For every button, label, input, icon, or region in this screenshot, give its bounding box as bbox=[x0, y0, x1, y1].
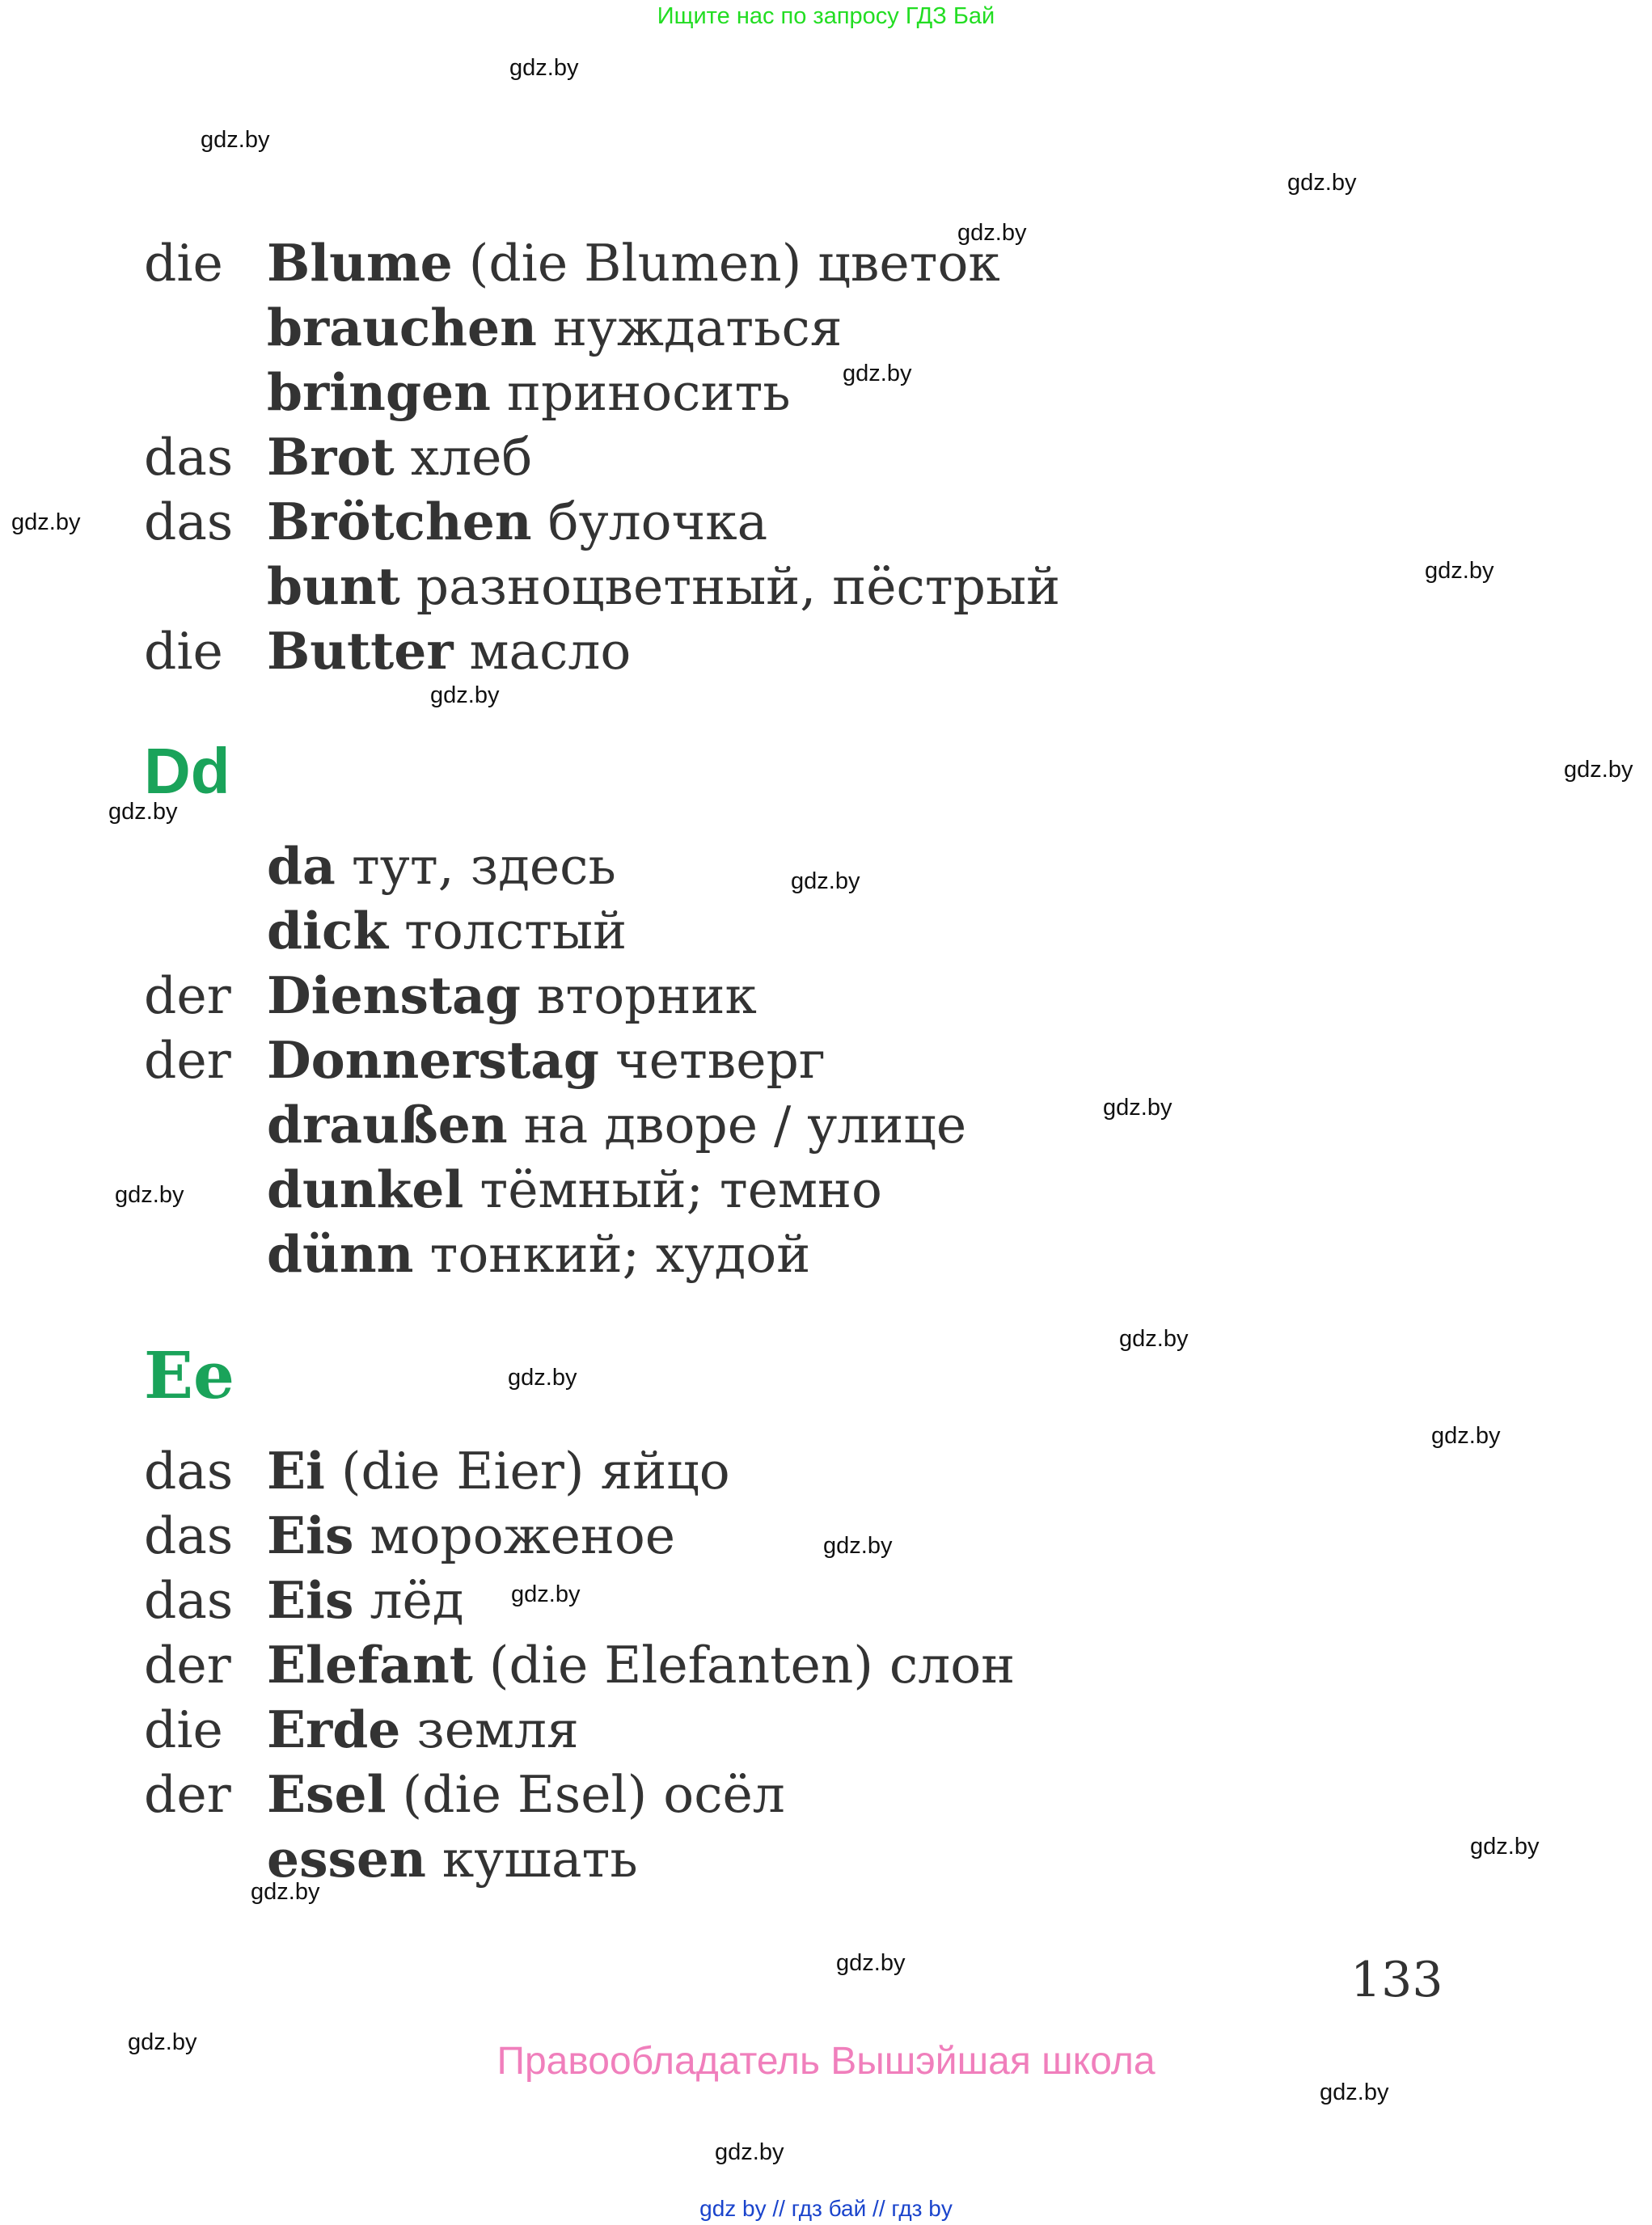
entry-translation: нуждаться bbox=[536, 298, 843, 357]
entry-word: Brötchen bbox=[267, 492, 532, 551]
entry-translation: (die Blumen) цветок bbox=[452, 234, 1000, 293]
entry-word: bunt bbox=[267, 556, 400, 616]
entry-word: dick bbox=[267, 901, 388, 961]
watermark: gdz.by bbox=[823, 1533, 893, 1559]
entry-translation: (die Esel) осёл bbox=[386, 1765, 785, 1824]
watermark: gdz.by bbox=[715, 2139, 784, 2165]
entry-translation: тут, здесь bbox=[335, 837, 616, 896]
entry-word: Elefant bbox=[267, 1635, 473, 1695]
watermark: gdz.by bbox=[791, 868, 860, 894]
watermark: gdz.by bbox=[1425, 558, 1494, 584]
entry-article: der bbox=[144, 1765, 231, 1824]
copyright-notice: Правообладатель Вышэйшая школа bbox=[496, 2040, 1156, 2083]
section-letter-d: Dd bbox=[144, 735, 230, 807]
entry-article: das bbox=[144, 1571, 234, 1630]
entry-word: Dienstag bbox=[267, 965, 521, 1025]
entry-translation: вторник bbox=[520, 966, 757, 1025]
watermark: gdz.by bbox=[11, 509, 81, 535]
entry-word: Blume bbox=[267, 233, 453, 293]
entry-word: draußen bbox=[267, 1095, 508, 1155]
watermark: gdz.by bbox=[1320, 2079, 1389, 2105]
watermark: gdz.by bbox=[115, 1182, 184, 1208]
entry-article: der bbox=[144, 966, 231, 1025]
watermark: gdz.by bbox=[957, 220, 1027, 246]
watermark: gdz.by bbox=[836, 1950, 906, 1976]
entry-translation: тёмный; темно bbox=[463, 1160, 882, 1219]
watermark: gdz.by bbox=[509, 55, 579, 81]
entry-translation: тонкий; худой bbox=[413, 1225, 811, 1284]
watermark: gdz.by bbox=[1103, 1095, 1172, 1121]
entry-translation: мороженое bbox=[353, 1506, 676, 1565]
entry-word: Esel bbox=[267, 1764, 387, 1824]
entry-word: Erde bbox=[267, 1699, 401, 1759]
entry-article: das bbox=[144, 1506, 234, 1565]
entry-translation: кушать bbox=[425, 1830, 638, 1889]
entry-word: Ei bbox=[267, 1441, 325, 1501]
entry-translation: на дворе / улице bbox=[507, 1096, 967, 1155]
entry-translation: лёд bbox=[353, 1571, 464, 1630]
entry-word: da bbox=[267, 836, 336, 896]
entry-translation: приносить bbox=[490, 363, 791, 422]
entry-article: der bbox=[144, 1031, 231, 1090]
entry-word: brauchen bbox=[267, 298, 537, 357]
watermark: gdz.by bbox=[251, 1879, 320, 1905]
top-banner: Ищите нас по запросу ГДЗ Бай bbox=[657, 3, 995, 29]
entry-translation: масло bbox=[453, 622, 632, 681]
section-letter-e: Ee bbox=[144, 1337, 234, 1413]
entry-word: Donnerstag bbox=[267, 1030, 599, 1090]
entry-translation: (die Eier) яйцо bbox=[324, 1442, 730, 1501]
entry-translation: толстый bbox=[388, 901, 627, 961]
entry-translation: четверг bbox=[598, 1031, 826, 1090]
footer-links[interactable]: gdz by // гдз бай // гдз by bbox=[699, 2196, 953, 2221]
watermark: gdz.by bbox=[508, 1365, 577, 1391]
page-number: 133 bbox=[1350, 1952, 1443, 2008]
watermark: gdz.by bbox=[843, 361, 912, 386]
entry-article: die bbox=[144, 234, 223, 293]
watermark: gdz.by bbox=[1431, 1423, 1501, 1449]
entry-word: Butter bbox=[267, 621, 454, 681]
watermark: gdz.by bbox=[1564, 757, 1633, 783]
entry-translation: булочка bbox=[531, 492, 768, 551]
entry-word: dünn bbox=[267, 1224, 414, 1284]
entry-translation: (die Elefanten) слон bbox=[472, 1636, 1016, 1695]
watermark: gdz.by bbox=[1287, 170, 1357, 196]
watermark: gdz.by bbox=[128, 2029, 197, 2055]
entry-word: bringen bbox=[267, 362, 491, 422]
entry-word: Eis bbox=[267, 1505, 354, 1565]
entry-translation: хлеб bbox=[394, 428, 533, 487]
entry-article: die bbox=[144, 1700, 223, 1759]
watermark: gdz.by bbox=[1119, 1326, 1189, 1352]
watermark: gdz.by bbox=[108, 799, 178, 825]
entry-article: das bbox=[144, 428, 234, 487]
entry-word: dunkel bbox=[267, 1159, 464, 1219]
entry-word: Brot bbox=[267, 427, 395, 487]
entry-article: die bbox=[144, 622, 223, 681]
entry-article: das bbox=[144, 492, 234, 551]
entry-word: Eis bbox=[267, 1570, 354, 1630]
watermark: gdz.by bbox=[511, 1581, 581, 1607]
entry-translation: земля bbox=[400, 1700, 579, 1759]
watermark: gdz.by bbox=[201, 127, 270, 153]
entry-word: essen bbox=[267, 1829, 426, 1889]
entry-article: der bbox=[144, 1636, 231, 1695]
watermark: gdz.by bbox=[1470, 1834, 1540, 1860]
entry-article: das bbox=[144, 1442, 234, 1501]
entry-translation: разноцветный, пёстрый bbox=[399, 557, 1061, 616]
watermark: gdz.by bbox=[430, 682, 500, 708]
